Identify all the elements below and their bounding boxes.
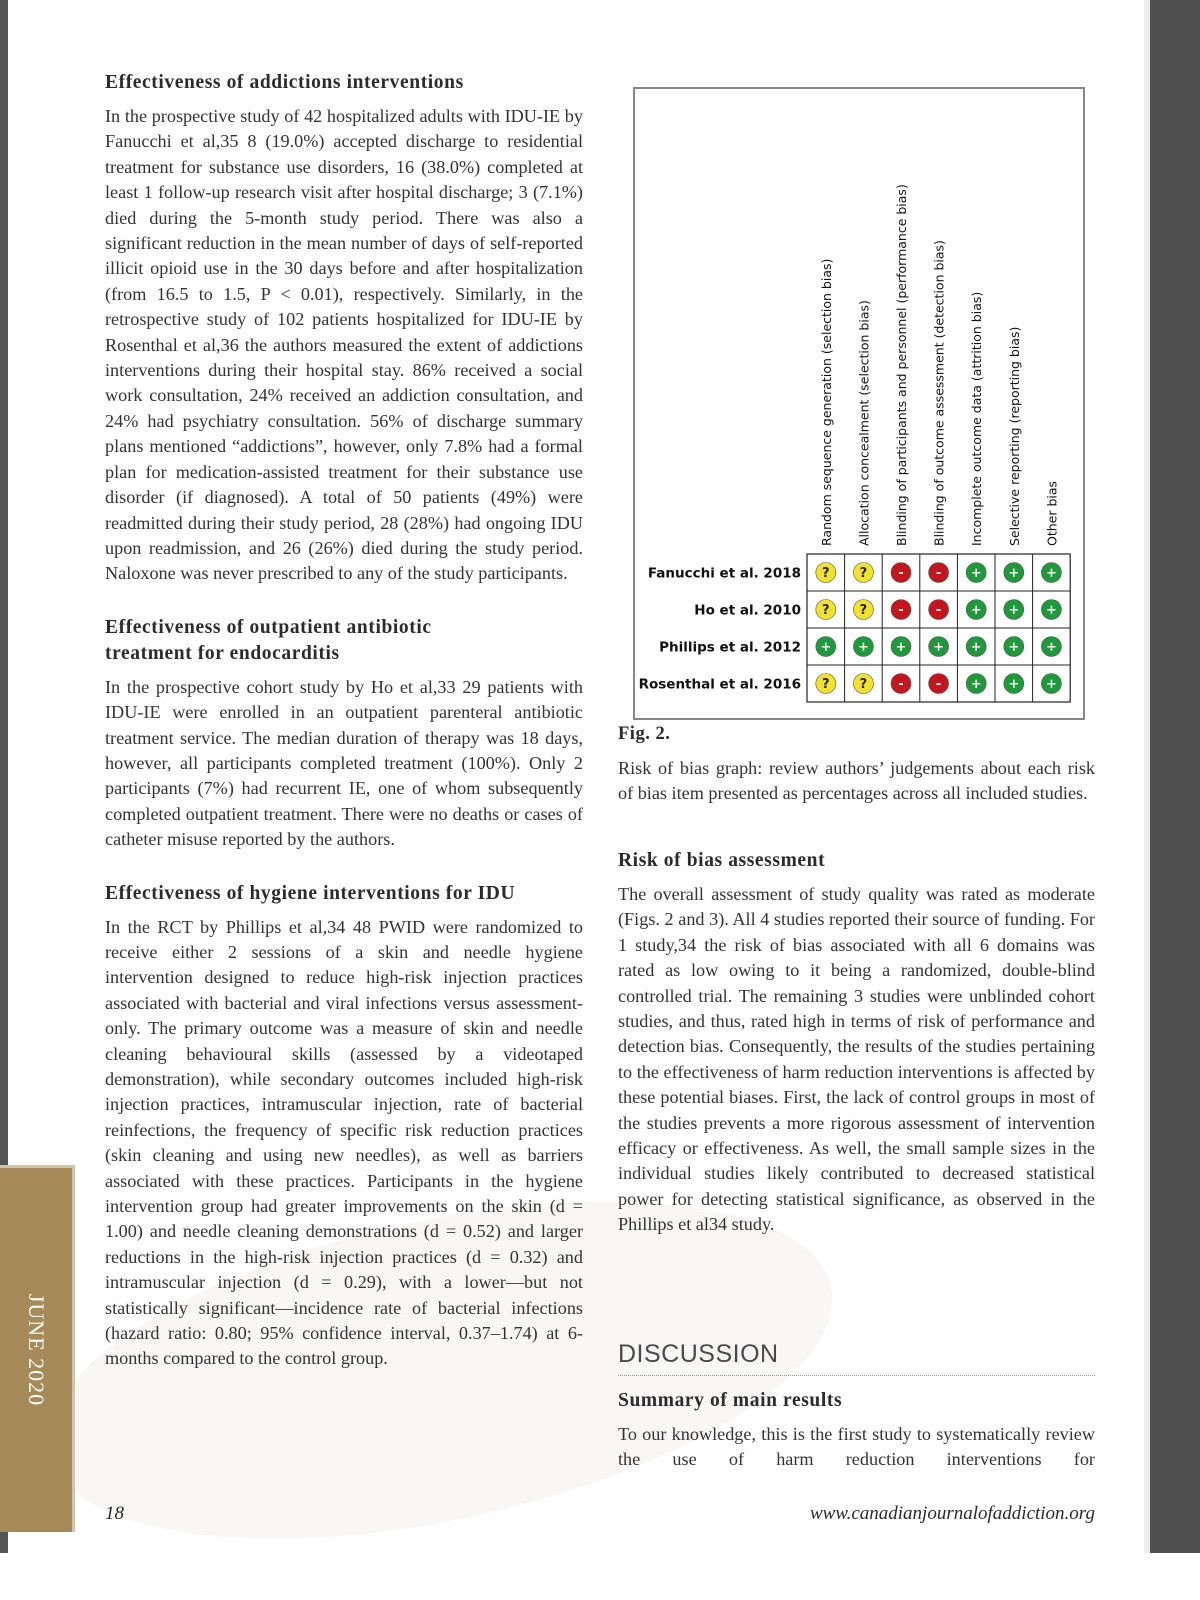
domain-label-2: Allocation concealment (selection bias): [856, 300, 872, 546]
risk-of-bias-figure: [633, 87, 1085, 720]
journal-url[interactable]: www.canadianjournalofaddiction.org: [809, 1503, 1095, 1524]
section-heading-addictions: Effectiveness of addictions interventions: [105, 72, 464, 93]
right-column: [618, 848, 1095, 1238]
rating-symbol: ?: [822, 603, 830, 618]
rating-symbol: +: [1045, 677, 1057, 692]
rating-symbol: +: [1045, 566, 1057, 581]
rating-symbol: -: [935, 677, 942, 692]
rating-symbol: +: [1008, 677, 1020, 692]
rating-symbol: ?: [822, 566, 830, 581]
rating-symbol: -: [898, 677, 904, 692]
rating-symbol: +: [970, 677, 982, 692]
section-heading-antibiotic: Effectiveness of outpatient antibiotic treatment for endocarditis: [105, 616, 432, 664]
domain-label-6: Selective reporting (reporting bias): [1006, 326, 1022, 546]
rating-symbol: ?: [859, 566, 868, 581]
section-heading-risk-of-bias: Risk of bias assessment: [618, 850, 826, 871]
study-label: Rosenthal et al. 2016: [638, 676, 801, 693]
domain-label-5: Incomplete outcome data (attrition bias): [969, 291, 985, 546]
risk-of-bias-chart: [635, 89, 1083, 718]
study-label: Fanucchi et al. 2018: [647, 565, 801, 582]
figure-caption: Risk of bias graph: review authors’ judgements about each risk of bias item presented as percentages across all included studies.: [618, 758, 1095, 804]
rating-symbol: -: [935, 566, 942, 581]
discussion-title: DISCUSSION: [618, 1340, 1095, 1376]
section-heading-hygiene: Effectiveness of hygiene interventions for IDU: [105, 882, 516, 904]
study-label: Phillips et al. 2012: [659, 639, 801, 656]
rating-symbol: +: [933, 640, 945, 655]
left-column: [105, 70, 583, 1372]
issue-date-label: JUNE 2020: [24, 1293, 49, 1407]
rating-symbol: +: [970, 640, 982, 655]
section-body-summary: To our knowledge, this is the first study to systematically review the use of harm reduction interventions for: [618, 1424, 1095, 1470]
section-body-risk-of-bias: The overall assessment of study quality was rated as moderate (Figs. 2 and 3). All 4 studies reported their source of funding. For 1 study,34 the risk of bias associated with all 6 domains was rated as low owing to it being a randomized, double-blind controlled trial. The remaining 3 studies were unblinded cohort studies, and thus, rated high in terms of risk of performance and detection bias. Consequently, the results of the studies pertaining to the effectiveness of harm reduction interventions is affected by these potential biases. First, the lack of control groups in most of the studies prevents a more rigorous assessment of intervention efficacy or effectiveness. As well, the small sample sizes in the individual studies likely contributed to decreased statistical power for detecting statistical significance, as observed in the Phillips et al34 study.: [618, 884, 1095, 1235]
rating-symbol: ?: [822, 677, 830, 692]
rating-symbol: +: [1045, 640, 1057, 655]
study-label: Ho et al. 2010: [694, 602, 801, 619]
rating-symbol: +: [970, 603, 982, 618]
rating-symbol: -: [898, 603, 904, 618]
summary-section: [618, 1388, 1095, 1473]
domain-label-3: Blinding of participants and personnel (performance bias): [894, 184, 909, 546]
rating-symbol: -: [898, 566, 904, 581]
rating-symbol: +: [970, 566, 982, 581]
rating-symbol: ?: [859, 677, 868, 692]
rating-symbol: -: [935, 603, 942, 618]
domain-label-7: Other bias: [1044, 480, 1060, 546]
rating-symbol: +: [820, 640, 832, 655]
section-body-hygiene: In the RCT by Phillips et al,34 48 PWID were randomized to receive either 2 sessions of a skin and needle hygiene intervention designed to reduce high-risk injection practices associated with bacterial and viral infections versus assessment-only. The primary outcome was a measure of skin and needle cleaning behavioural skills (assessed by a videotaped demonstration), while secondary outcomes included high-risk injection practices, intramuscular injection, rate of bacterial reinfections, the frequency of specific risk reduction practices (skin cleaning and using new needles), as well as barriers associated with these practices. Participants in the hygiene intervention group had greater improvements on the skin (d = 1.00) and needle cleaning demonstrations (d = 0.52) and larger reductions in the high-risk injection practices (d = 0.32) and intramuscular injection (d = 0.29), with a lower—but not statistically significant—incidence rate of bacterial infections (hazard ratio: 0.80; 95% confidence interval, 0.37–1.74) at 6-months compared to the control group.: [105, 916, 583, 1369]
rating-symbol: +: [1008, 566, 1020, 581]
rating-symbol: +: [1008, 603, 1020, 618]
rating-symbol: +: [857, 640, 869, 655]
rating-symbol: ?: [859, 603, 868, 618]
domain-label-4: Blinding of outcome assessment (detection bias): [931, 240, 947, 546]
issue-date-tab: [0, 1165, 75, 1532]
rating-symbol: +: [1045, 603, 1057, 618]
figure-label: Fig. 2.: [618, 724, 671, 744]
domain-label-1: Random sequence generation (selection bias): [818, 258, 834, 546]
right-edge-bar: [1150, 0, 1200, 1553]
rating-symbol: +: [895, 640, 907, 655]
section-heading-summary: Summary of main results: [618, 1390, 843, 1411]
page-number: 18: [105, 1503, 124, 1524]
rating-symbol: +: [1008, 640, 1020, 655]
section-body-antibiotic: In the prospective cohort study by Ho et al,33 29 patients with IDU-IE were enrolled in an outpatient parenteral antibiotic treatment service. The median duration of therapy was 18 days, however, all participants completed treatment (100%). Only 2 participants (7%) had recurrent IE, one of whom subsequently completed outpatient treatment. There were no deaths or cases of catheter misuse reported by the authors.: [105, 676, 583, 850]
section-body-addictions: In the prospective study of 42 hospitalized adults with IDU-IE by Fanucchi et al,35 8 (19.0%) accepted discharge to residential treatment for substance use disorders, 16 (38.0%) completed at least 1 follow-up research visit after hospital discharge; 3 (7.1%) died during the 5-month study period. There was also a significant reduction in the mean number of days of self-reported illicit opioid use in the 30 days before and after hospitalization (from 16.5 to 1.5, P < 0.01), respectively. Similarly, in the retrospective study of 102 patients hospitalized for IDU-IE by Rosenthal et al,36 the authors measured the extent of addictions interventions during their hospital stay. 86% received a social work consultation, 24% received an addiction consultation, and 24% had psychiatry consultation. 56% of discharge summary plans mentioned “addictions”, however, only 7.8% had a formal plan for medication-assisted treatment for their substance use disorder (if diagnosed). A total of 50 patients (49%) were readmitted during their study period, 28 (28%) had ongoing IDU upon readmission, and 26 (26%) died during the study period. Naloxone was never prescribed to any of the study participants.: [105, 106, 583, 584]
